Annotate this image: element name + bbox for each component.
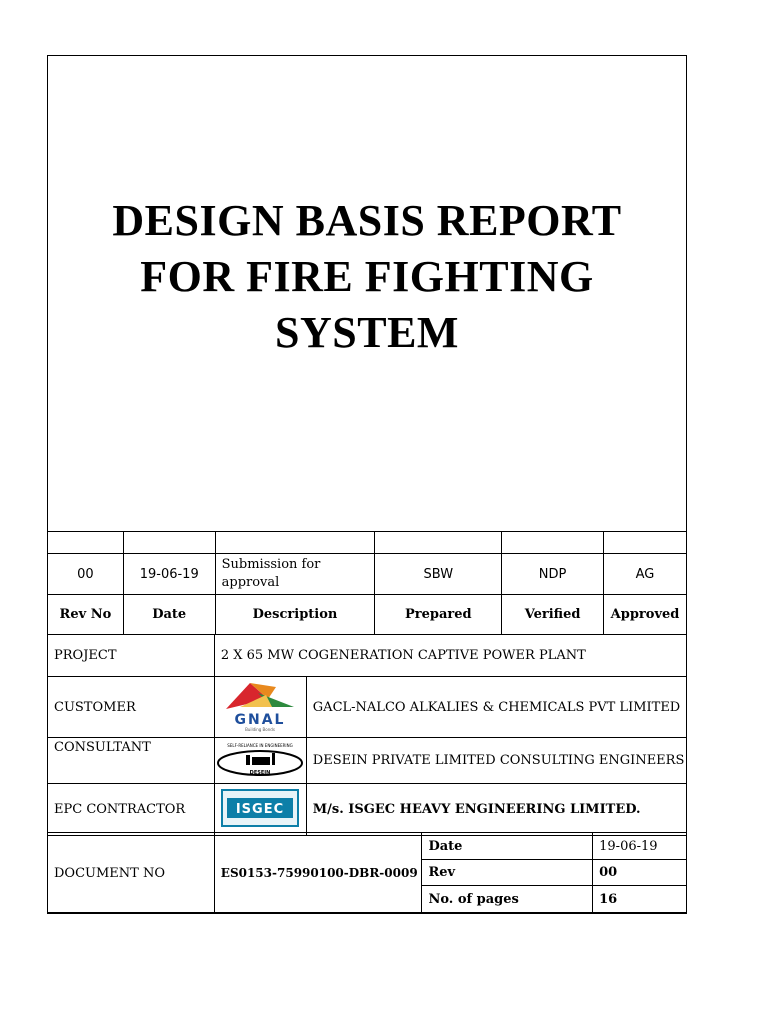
rev-approved-cell: AG: [604, 554, 687, 595]
revision-table: [47, 531, 687, 635]
document-no-label: DOCUMENT NO: [48, 833, 215, 914]
doc-pages-label: No. of pages: [422, 886, 593, 914]
consultant-label: CONSULTANT: [48, 738, 215, 784]
consultant-logo: [214, 738, 306, 784]
document-info-table: [47, 832, 687, 914]
desein-logo-tagline: SELF-RELIANCE IN ENGINEERING: [227, 742, 294, 748]
rev-no-cell: 00: [48, 554, 124, 595]
doc-date-row: [48, 833, 687, 860]
epc-row: [48, 784, 687, 836]
rev-verified-cell: NDP: [502, 554, 604, 595]
rev-prepared-cell: SBW: [375, 554, 502, 595]
header-approved: Approved: [604, 595, 687, 635]
consultant-row: [48, 738, 687, 784]
document-title: [47, 193, 687, 361]
doc-pages-value: 16: [593, 886, 687, 914]
customer-logo: [214, 677, 306, 738]
header-prepared: Prepared: [375, 595, 502, 635]
customer-row: [48, 677, 687, 738]
header-date: Date: [123, 595, 215, 635]
desein-logo-icon: [216, 739, 304, 779]
doc-rev-value: 00: [593, 860, 687, 886]
doc-date-value: 19-06-19: [593, 833, 687, 860]
document-no-value: ES0153-75990100-DBR-0009: [214, 833, 422, 914]
revision-blank-row: [48, 532, 687, 554]
rev-date-cell: 19-06-19: [123, 554, 215, 595]
doc-date-label: Date: [422, 833, 593, 860]
isgec-logo-text: ISGEC: [236, 801, 285, 817]
project-value: 2 X 65 MW COGENERATION CAPTIVE POWER PLANT: [214, 635, 686, 677]
doc-rev-label: Rev: [422, 860, 593, 886]
epc-value: M/s. ISGEC HEAVY ENGINEERING LIMITED.: [306, 784, 686, 836]
title-line-2: FOR FIRE FIGHTING: [140, 252, 594, 301]
project-info-table: [47, 634, 687, 836]
gnal-logo-tagline: Building Bonds: [245, 727, 276, 732]
header-verified: Verified: [502, 595, 604, 635]
gnal-logo-icon: [220, 677, 300, 733]
customer-label: CUSTOMER: [48, 677, 215, 738]
customer-value: GACL-NALCO ALKALIES & CHEMICALS PVT LIMITED: [306, 677, 686, 738]
header-description: Description: [215, 595, 375, 635]
project-row: [48, 635, 687, 677]
epc-logo: [214, 784, 306, 836]
title-line-1: DESIGN BASIS REPORT: [112, 196, 622, 245]
revision-header-row: [48, 595, 687, 635]
consultant-value: DESEIN PRIVATE LIMITED CONSULTING ENGINEERS: [306, 738, 686, 784]
rev-description-cell: Submission for approval: [215, 554, 375, 595]
gnal-logo-text: GNAL: [234, 712, 286, 728]
revision-row: [48, 554, 687, 595]
header-rev-no: Rev No: [48, 595, 124, 635]
epc-label: EPC CONTRACTOR: [48, 784, 215, 836]
desein-logo-text: DESEIN: [249, 769, 271, 776]
title-line-3: SYSTEM: [275, 308, 459, 357]
isgec-logo-icon: [221, 789, 299, 827]
project-label: PROJECT: [48, 635, 215, 677]
